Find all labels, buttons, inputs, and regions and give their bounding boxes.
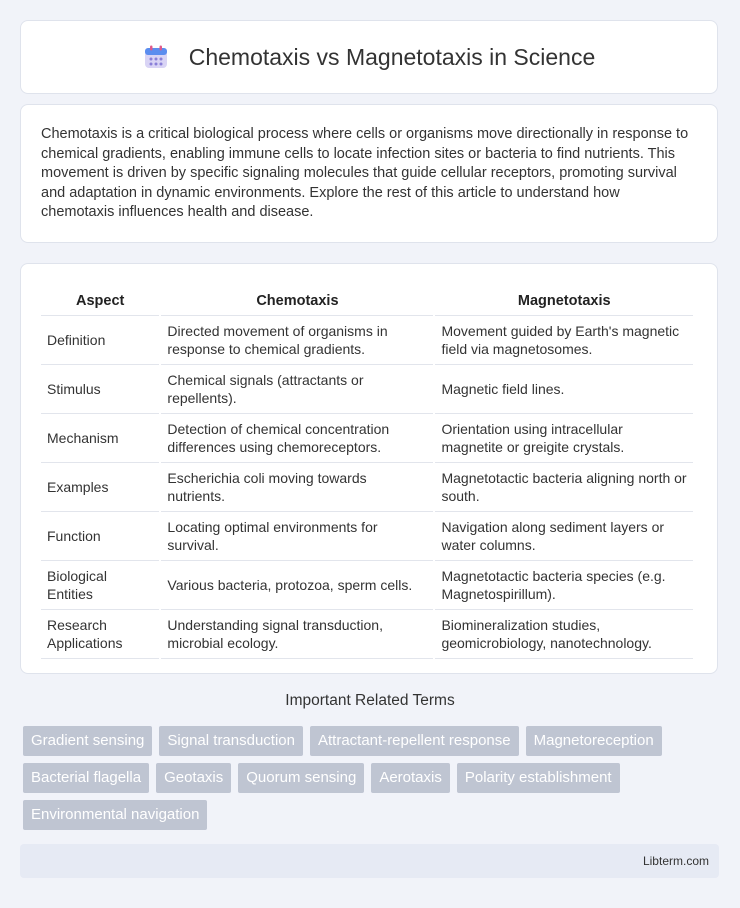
page-title: Chemotaxis vs Magnetotaxis in Science xyxy=(188,43,596,70)
row-aspect: Examples xyxy=(41,463,159,512)
row-aspect: Biological Entities xyxy=(41,561,159,610)
term-tag[interactable]: Bacterial flagella xyxy=(23,763,149,793)
related-terms-list xyxy=(23,726,723,830)
term-tag[interactable]: Aerotaxis xyxy=(371,763,450,793)
row-chemotaxis: Chemical signals (attractants or repellents). xyxy=(161,365,433,414)
term-tag[interactable]: Polarity establishment xyxy=(457,763,620,793)
table-row xyxy=(41,414,693,463)
footer xyxy=(20,844,719,878)
term-tag[interactable]: Magnetoreception xyxy=(526,726,662,756)
row-chemotaxis: Detection of chemical concentration differences using chemoreceptors. xyxy=(161,414,433,463)
row-magnetotaxis: Navigation along sediment layers or water columns. xyxy=(435,512,693,561)
header-magnetotaxis: Magnetotaxis xyxy=(435,282,693,316)
row-aspect: Mechanism xyxy=(41,414,159,463)
table-row xyxy=(41,561,693,610)
header-card xyxy=(20,20,718,94)
term-tag[interactable]: Quorum sensing xyxy=(238,763,364,793)
row-aspect: Function xyxy=(41,512,159,561)
row-chemotaxis: Various bacteria, protozoa, sperm cells. xyxy=(161,561,433,610)
row-chemotaxis: Directed movement of organisms in response to chemical gradients. xyxy=(161,316,433,365)
term-tag[interactable]: Attractant-repellent response xyxy=(310,726,519,756)
calendar-icon xyxy=(143,44,169,70)
row-magnetotaxis: Orientation using intracellular magnetite or greigite crystals. xyxy=(435,414,693,463)
footer-link[interactable]: Libterm.com xyxy=(642,854,709,868)
row-chemotaxis: Understanding signal transduction, microbial ecology. xyxy=(161,610,433,659)
header-chemotaxis: Chemotaxis xyxy=(161,282,433,316)
row-aspect: Definition xyxy=(41,316,159,365)
table-row xyxy=(41,316,693,365)
term-tag[interactable]: Gradient sensing xyxy=(23,726,152,756)
intro-text: Chemotaxis is a critical biological process where cells or organisms move directionally in response to chemical gradients, enabling immune cells to locate infection sites or bacteria to find nutrients. This movement is driven by specific signaling molecules that guide cellular receptors, promoting survival and adaptation in dynamic environments. Explore the rest of this article to understand how chemotaxis influences health and disease. xyxy=(41,126,689,220)
header-aspect: Aspect xyxy=(41,282,159,316)
row-magnetotaxis: Magnetotactic bacteria aligning north or south. xyxy=(435,463,693,512)
row-magnetotaxis: Biomineralization studies, geomicrobiology, nanotechnology. xyxy=(435,610,693,659)
row-chemotaxis: Locating optimal environments for survival. xyxy=(161,512,433,561)
term-tag[interactable]: Environmental navigation xyxy=(23,800,207,830)
table-header-row xyxy=(41,282,693,316)
related-terms-title: Important Related Terms xyxy=(285,692,455,709)
row-aspect: Stimulus xyxy=(41,365,159,414)
table-row xyxy=(41,463,693,512)
term-tag[interactable]: Signal transduction xyxy=(159,726,303,756)
row-magnetotaxis: Magnetic field lines. xyxy=(435,365,693,414)
comparison-table xyxy=(39,282,695,659)
table-row xyxy=(41,512,693,561)
table-row xyxy=(41,365,693,414)
term-tag[interactable]: Geotaxis xyxy=(156,763,231,793)
row-magnetotaxis: Magnetotactic bacteria species (e.g. Magnetospirillum). xyxy=(435,561,693,610)
row-magnetotaxis: Movement guided by Earth's magnetic field via magnetosomes. xyxy=(435,316,693,365)
row-aspect: Research Applications xyxy=(41,610,159,659)
table-row xyxy=(41,610,693,659)
comparison-table-card xyxy=(20,263,718,674)
row-chemotaxis: Escherichia coli moving towards nutrients. xyxy=(161,463,433,512)
intro-card xyxy=(20,104,718,243)
